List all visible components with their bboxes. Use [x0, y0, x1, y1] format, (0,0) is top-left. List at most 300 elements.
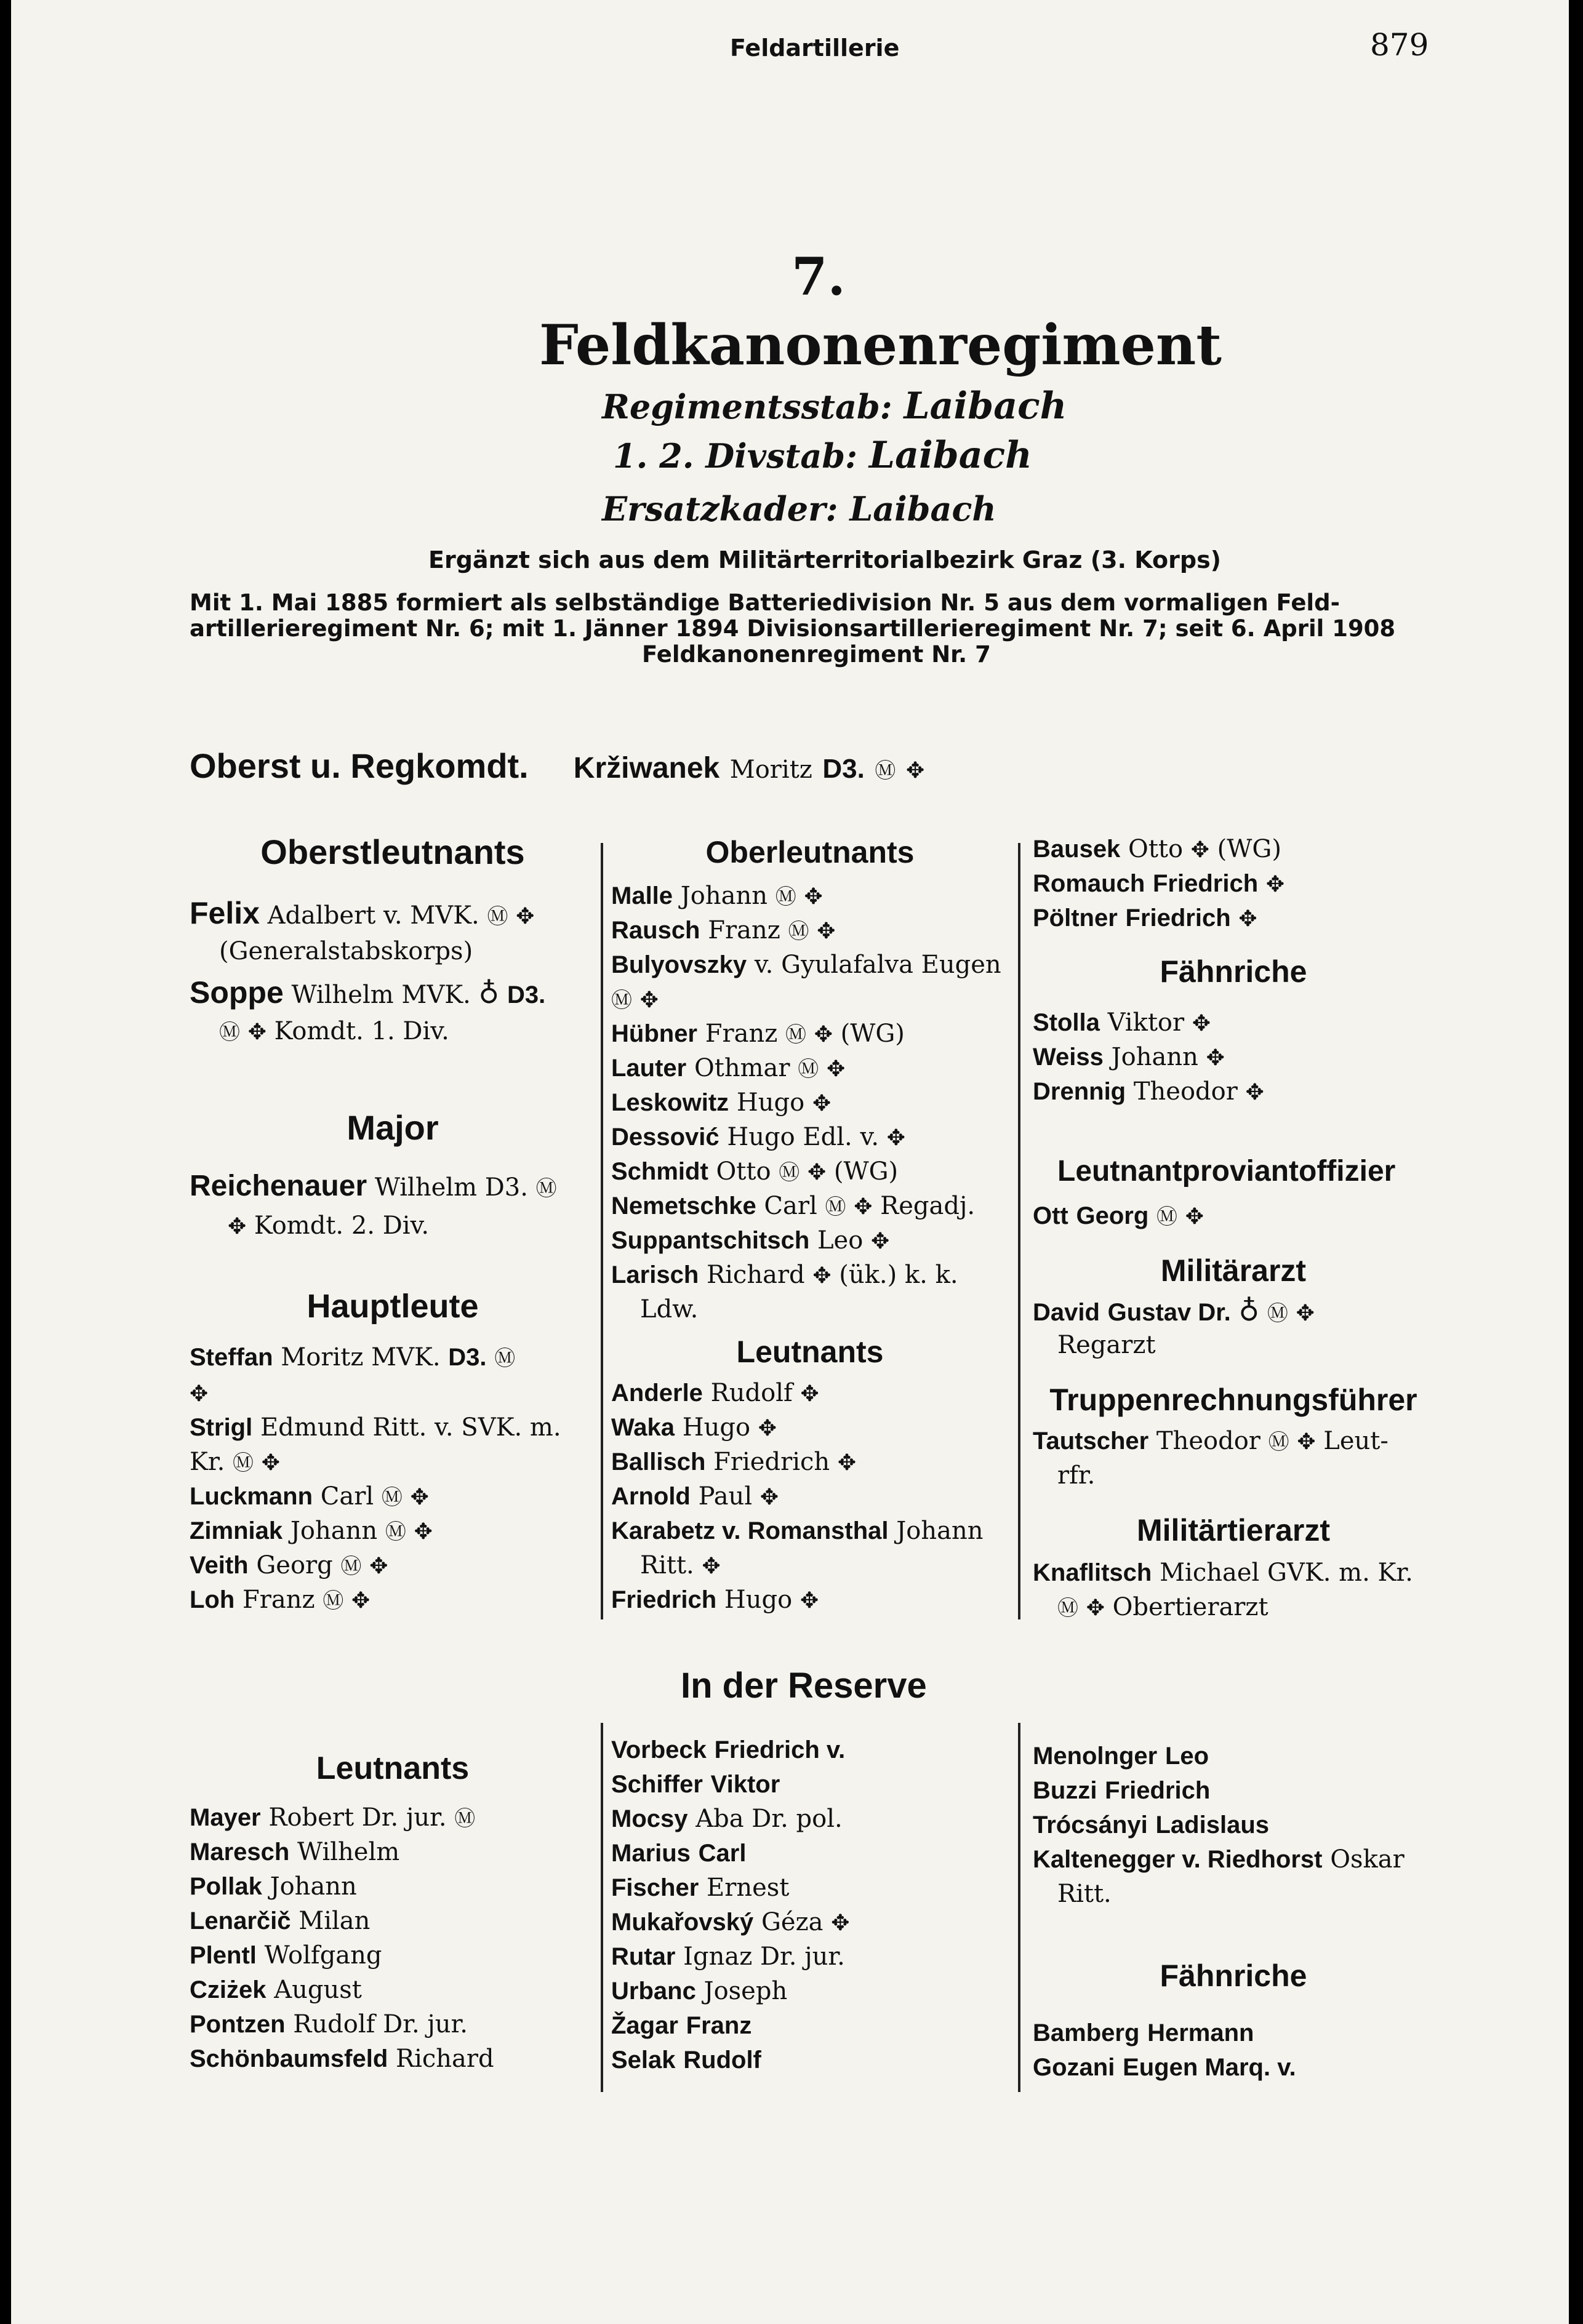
entry-surname: Luckmann: [190, 1483, 313, 1510]
cross-icon: ✥: [639, 988, 659, 1013]
entry-soppe: [190, 975, 545, 1012]
entry-rest: Wilhelm: [297, 1838, 400, 1866]
cross-icon: ✥: [826, 1056, 846, 1082]
reserve-entry-4: [190, 1904, 370, 1938]
reserve-divider-2: [1018, 1723, 1020, 2092]
heading-oberleutnants: Oberleutnants: [705, 835, 915, 869]
merit-icon: Ⓜ: [785, 1023, 806, 1047]
entry-surname: Kaltenegger v. Riedhorst: [1033, 1846, 1323, 1873]
entry-surname: Bulyovszky: [611, 951, 747, 978]
running-title: Feldartillerie: [730, 34, 900, 62]
reserve-entry-7: [190, 2007, 468, 2042]
entry-surname: Maresch: [190, 1839, 290, 1866]
heading-oberstleutnants: Oberstleutnants: [260, 833, 525, 871]
column-divider-2: [1018, 843, 1020, 1619]
cross-icon: ✥: [190, 1381, 209, 1407]
entry-rest: Otto: [1128, 835, 1184, 863]
entry-rest: Rudolf: [683, 2046, 761, 2074]
reserve-entry-18: [611, 2043, 761, 2077]
reserve-entry-13: [611, 1871, 789, 1905]
reserve-entry-16: [611, 1974, 787, 2008]
entry-rest: Rudolf: [710, 1379, 793, 1407]
entry-extra: (WG): [1217, 835, 1281, 863]
entry-rest: Wilhelm D3.: [374, 1173, 528, 1202]
cross-icon: ✥: [1265, 872, 1285, 897]
entry-rest: Friedrich: [1152, 870, 1259, 897]
entry-note: Obertierarzt: [1112, 1593, 1268, 1621]
history-line-1: Mit 1. Mai 1885 formiert als selbständige Batteriedivision Nr. 5 aus dem vormaligen Feld-: [190, 589, 1340, 616]
entry-rest: Aba Dr. pol.: [695, 1805, 843, 1833]
heading-hauptleute: Hauptleute: [307, 1288, 479, 1325]
entry-surname: Anderle: [611, 1380, 703, 1407]
heading-proviantoffizier: Leutnantproviantoffizier: [1057, 1155, 1396, 1188]
entry-rest: Rudolf Dr. jur.: [293, 2010, 468, 2038]
entry-rest: Paul: [698, 1482, 753, 1511]
entry-stolla: [1033, 1005, 1211, 1041]
entry-surname: Pöltner: [1033, 904, 1118, 932]
entry-surname: Mayer: [190, 1804, 261, 1831]
commander-extra: D3.: [822, 754, 865, 784]
paper-scan: [11, 0, 1569, 2324]
entry-surname: Ballisch: [611, 1448, 706, 1475]
cross-icon: ✥: [837, 1450, 857, 1475]
heading-major: Major: [347, 1108, 439, 1147]
cross-icon: ✥: [758, 1416, 777, 1441]
order-icon: ♁: [478, 976, 500, 1010]
entry-weiss: [1033, 1040, 1225, 1076]
entry-nemetschke: [611, 1189, 975, 1224]
reserve-entry-23: [1033, 2016, 1254, 2050]
entry-surname: Trócsányi: [1033, 1811, 1148, 1839]
entry-rest: Joseph: [703, 1977, 788, 2005]
entry-rest: Hugo: [724, 1586, 793, 1614]
entry-surname: Stolla: [1033, 1009, 1100, 1036]
merit-icon: Ⓜ: [825, 1195, 846, 1220]
entry-surname: Knaflitsch: [1033, 1559, 1152, 1586]
heading-rechnungsfuhrer: Truppenrechnungsführer: [1049, 1383, 1417, 1417]
entry-surname: Drennig: [1033, 1078, 1126, 1105]
entry-rest: Franz: [708, 916, 780, 944]
entry-note: Kr.: [190, 1448, 225, 1476]
entry-felix: [190, 896, 534, 934]
entry-surname: Karabetz v. Romansthal: [611, 1517, 889, 1544]
entry-rest: Ernest: [707, 1874, 790, 1902]
entry-surname: Žagar: [611, 2012, 678, 2039]
merit-icon: Ⓜ: [775, 885, 796, 909]
entry-rest: Gustav Dr.: [1107, 1299, 1231, 1326]
cross-icon: ✥: [807, 1160, 827, 1185]
cross-icon: ✥: [800, 1588, 819, 1613]
merit-icon: Ⓜ: [779, 1160, 800, 1185]
entry-david-line2: Regarzt: [1057, 1331, 1156, 1359]
cross-icon: ✥: [814, 1022, 833, 1047]
entry-surname: David: [1033, 1299, 1100, 1326]
history-line-3: Feldkanonenregiment Nr. 7: [642, 641, 991, 668]
entry-karabetz: [611, 1514, 983, 1548]
entry-bulyovszky: [611, 948, 1001, 982]
commander-first: Moritz: [729, 756, 812, 784]
entry-rest: Friedrich: [1125, 904, 1231, 932]
entry-extra: (WG): [833, 1157, 899, 1186]
entry-surname: Suppantschitsch: [611, 1227, 810, 1254]
entry-surname: Felix: [190, 896, 260, 930]
merit-icon: Ⓜ: [1267, 1301, 1288, 1326]
entry-extra: D3.: [448, 1344, 487, 1371]
ersatzkader-place: Laibach: [849, 489, 996, 529]
cross-icon: ✥: [1192, 1011, 1211, 1036]
entry-larisch-line2: Ldw.: [640, 1295, 699, 1324]
cross-icon: ✥: [1190, 837, 1209, 863]
entry-surname: Mocsy: [611, 1805, 688, 1832]
reserve-divider-1: [601, 1723, 603, 2092]
entry-rest: Otto: [716, 1157, 771, 1186]
order-icon: ♁: [1238, 1294, 1260, 1327]
entry-surname: Bausek: [1033, 836, 1121, 863]
entry-rest: Viktor: [1107, 1008, 1185, 1037]
entry-extra: (WG): [840, 1020, 905, 1048]
entry-surname: Schönbaumsfeld: [190, 2045, 388, 2072]
entry-strigl-line2: [190, 1445, 280, 1480]
entry-knaflitsch: [1033, 1555, 1413, 1590]
reserve-entry-15: [611, 1939, 845, 1974]
entry-surname: Tautscher: [1033, 1428, 1149, 1455]
cross-icon: ✥: [1296, 1301, 1315, 1326]
reserve-entry-1: [190, 1800, 475, 1836]
entry-rest: Johann: [1111, 1043, 1198, 1071]
cross-icon: ✥: [871, 1229, 890, 1254]
entry-tautscher-line2: rfr.: [1057, 1461, 1096, 1490]
cross-icon: ✥: [812, 1263, 832, 1288]
cross-icon: ✥: [1206, 1045, 1225, 1071]
divstab-label: 1. 2. Divstab:: [613, 436, 858, 476]
entry-surname: Steffan: [190, 1344, 273, 1371]
merit-icon: Ⓜ: [1156, 1205, 1177, 1229]
page-number: 879: [1370, 27, 1429, 63]
entry-note: Komdt. 2. Div.: [254, 1212, 430, 1240]
cross-icon: ✥: [854, 1194, 873, 1220]
entry-lauter: [611, 1051, 845, 1087]
entry-surname: Friedrich: [611, 1586, 717, 1613]
regimentsstab-line: [602, 385, 1067, 428]
entry-rest: Robert Dr. jur.: [268, 1803, 447, 1832]
entry-surname: Pollak: [190, 1873, 262, 1900]
entry-surname: Arnold: [611, 1483, 691, 1510]
heading-leutnants: Leutnants: [736, 1335, 884, 1369]
cross-icon: ✥: [831, 1911, 850, 1936]
reserve-entry-5: [190, 1938, 382, 1973]
merit-icon: Ⓜ: [611, 988, 632, 1013]
entry-surname: Reichenauer: [190, 1170, 367, 1202]
merit-icon: Ⓜ: [487, 904, 508, 929]
entry-surname: Weiss: [1033, 1044, 1104, 1071]
merit-icon: Ⓜ: [1057, 1596, 1078, 1621]
reserve-entry-21: [1033, 1808, 1269, 1842]
heading-reserve: In der Reserve: [681, 1666, 927, 1706]
entry-rest: Viktor: [710, 1771, 780, 1798]
entry-rest: Franz: [705, 1020, 778, 1048]
entry-rest: Hugo: [736, 1088, 805, 1117]
entry-rest: Johann: [680, 882, 768, 910]
cross-icon: ✥: [905, 758, 925, 783]
entry-rest: Friedrich v.: [714, 1736, 846, 1763]
entry-surname: Lenarčič: [190, 1907, 291, 1935]
entry-surname: Rausch: [611, 917, 700, 944]
merit-icon: Ⓜ: [454, 1807, 476, 1831]
cross-icon: ✥: [410, 1485, 429, 1510]
entry-rest: Milan: [299, 1907, 371, 1935]
entry-rest: Franz: [242, 1586, 315, 1614]
entry-malle: [611, 879, 823, 914]
cross-icon: ✥: [1245, 1080, 1264, 1105]
cross-icon: ✥: [516, 904, 535, 929]
entry-karabetz-line2: [640, 1548, 721, 1584]
entry-note: Komdt. 1. Div.: [274, 1017, 449, 1045]
regiment-number: 7.: [792, 246, 846, 307]
reserve-entry-2: [190, 1835, 399, 1869]
entry-rest: Johann: [270, 1872, 357, 1901]
entry-rest: Wilhelm MVK.: [291, 981, 471, 1009]
entry-surname: Strigl: [190, 1414, 253, 1441]
entry-bulyovszky-line2: [611, 982, 659, 1018]
entry-surname: Larisch: [611, 1261, 699, 1288]
entry-rest: Moritz MVK.: [281, 1343, 441, 1372]
entry-rest: Franz: [686, 2012, 752, 2039]
entry-luckmann: [190, 1479, 429, 1515]
heading-reserve-leutnants: Leutnants: [316, 1751, 470, 1786]
entry-felix-line2: (Generalstabskorps): [219, 937, 473, 965]
cross-icon: ✥: [369, 1554, 388, 1579]
reserve-entry-17: [611, 2008, 751, 2043]
entry-surname: Ott: [1033, 1202, 1068, 1229]
entry-rest: Ladislaus: [1155, 1811, 1269, 1839]
reserve-entry-10: [611, 1767, 780, 1802]
reserve-entry-24: [1033, 2050, 1296, 2085]
entry-strigl: [190, 1410, 561, 1445]
erganzt-line: Ergänzt sich aus dem Militärterritorialbezirk Graz (3. Korps): [428, 546, 1222, 573]
entry-surname: Urbanc: [611, 1978, 696, 2005]
entry-rest: Carl: [764, 1192, 817, 1220]
entry-extra: Leut-: [1323, 1427, 1389, 1455]
entry-surname: Soppe: [190, 975, 284, 1010]
entry-david: [1033, 1293, 1315, 1331]
entry-steffan-line2: [190, 1376, 208, 1412]
merit-icon: Ⓜ: [323, 1589, 344, 1613]
entry-surname: Selak: [611, 2046, 676, 2074]
reserve-entry-22: [1033, 1842, 1405, 1877]
ersatzkader-line: [602, 489, 996, 529]
cross-icon: ✥: [702, 1554, 721, 1579]
entry-surname: Fischer: [611, 1874, 699, 1901]
entry-loh: [190, 1583, 370, 1618]
merit-icon: Ⓜ: [798, 1057, 819, 1082]
reserve-entry-14: [611, 1905, 849, 1941]
entry-veith: [190, 1548, 388, 1584]
entry-surname: Menolnger: [1033, 1743, 1158, 1770]
cross-icon: ✥: [886, 1125, 905, 1151]
entry-rest: Carl: [320, 1482, 374, 1511]
entry-suppantschitsch: [611, 1223, 889, 1259]
merit-icon: Ⓜ: [340, 1554, 362, 1579]
cross-icon: ✥: [759, 1485, 779, 1510]
entry-hubner: [611, 1016, 905, 1052]
merit-icon: Ⓜ: [788, 919, 809, 944]
entry-surname: Schmidt: [611, 1158, 708, 1185]
entry-surname: Gozani: [1033, 2054, 1115, 2081]
entry-ott: [1033, 1199, 1204, 1234]
entry-surname: Schiffer: [611, 1771, 703, 1798]
entry-rest: Eugen Marq. v.: [1123, 2054, 1296, 2081]
reserve-entry-8: [190, 2042, 494, 2076]
regimentsstab-label: Regimentsstab:: [602, 387, 892, 426]
entry-surname: Romauch: [1033, 870, 1145, 897]
ersatzkader-label: Ersatzkader:: [602, 489, 838, 529]
entry-surname: Leskowitz: [611, 1089, 729, 1116]
entry-bausek: [1033, 832, 1281, 868]
entry-extra: Regadj.: [880, 1192, 976, 1220]
reserve-entry-9: [611, 1733, 845, 1767]
entry-surname: Loh: [190, 1586, 235, 1613]
cross-icon: ✥: [800, 1381, 819, 1407]
cross-icon: ✥: [1297, 1429, 1316, 1455]
entry-rest: August: [274, 1976, 362, 2004]
entry-rest: Leo: [1164, 1743, 1209, 1770]
cross-icon: ✥: [804, 884, 823, 909]
entry-ballisch: [611, 1445, 856, 1480]
entry-steffan: [190, 1340, 515, 1376]
regiment-title: Feldkanonenregiment: [539, 313, 1222, 378]
cross-icon: ✥: [1185, 1204, 1204, 1229]
entry-soppe-line2: [219, 1014, 449, 1050]
entry-rest: Othmar: [694, 1054, 790, 1082]
entry-arnold: [611, 1479, 779, 1515]
entry-rest: Adalbert v. MVK.: [267, 901, 479, 930]
entry-rest: Leo: [817, 1226, 864, 1255]
cross-icon: ✥: [351, 1588, 371, 1613]
entry-surname: Bamberg: [1033, 2019, 1140, 2046]
cross-icon: ✥: [228, 1214, 247, 1239]
entry-rest: v. Gyulafalva Eugen: [754, 951, 1001, 979]
entry-surname: Malle: [611, 882, 673, 909]
commander-line: [190, 745, 924, 793]
entry-rest: Georg: [1076, 1202, 1149, 1229]
entry-surname: Buzzi: [1033, 1777, 1097, 1804]
entry-rest: Friedrich: [1105, 1777, 1211, 1804]
regimentsstab-place: Laibach: [904, 385, 1067, 428]
entry-zimniak: [190, 1514, 433, 1549]
entry-rest: Richard: [395, 2045, 494, 2073]
entry-anderle: [611, 1376, 819, 1412]
merit-icon: Ⓜ: [219, 1020, 240, 1045]
entry-rest: Richard: [707, 1261, 805, 1289]
entry-knaflitsch-line2: [1057, 1590, 1268, 1626]
entry-rest: Theodor: [1133, 1077, 1238, 1106]
entry-rest: Hugo: [682, 1413, 751, 1442]
reserve-entry-3: [190, 1869, 357, 1904]
entry-drennig: [1033, 1074, 1264, 1110]
entry-extra: (ük.) k. k.: [839, 1261, 958, 1289]
entry-surname: Lauter: [611, 1055, 687, 1082]
merit-icon: Ⓜ: [494, 1346, 516, 1371]
entry-rausch: [611, 913, 835, 949]
entry-surname: Rutar: [611, 1943, 676, 1970]
entry-rest: Géza: [761, 1908, 824, 1936]
entry-rest: Carl: [698, 1840, 747, 1867]
entry-surname: Vorbeck: [611, 1736, 707, 1763]
entry-rest: Wolfgang: [264, 1941, 382, 1970]
commander-rank: Oberst u. Regkomdt.: [190, 746, 529, 785]
entry-rest: Ignaz Dr. jur.: [683, 1943, 845, 1971]
entry-rest: Oskar: [1330, 1845, 1405, 1874]
entry-extra: D3.: [507, 981, 546, 1008]
commander-surname: Kržiwanek: [573, 752, 720, 785]
cross-icon: ✥: [1238, 906, 1257, 932]
merit-icon: Ⓜ: [535, 1176, 557, 1201]
entry-surname: Cziżek: [190, 1976, 267, 2003]
entry-friedrich: [611, 1583, 819, 1618]
entry-surname: Dessović: [611, 1124, 719, 1151]
merit-icon: Ⓜ: [875, 759, 896, 783]
cross-icon: ✥: [261, 1450, 280, 1475]
entry-surname: Veith: [190, 1552, 249, 1579]
entry-rest: Johann: [290, 1517, 378, 1545]
entry-surname: Zimniak: [190, 1517, 283, 1544]
reserve-entry-6: [190, 1973, 362, 2007]
entry-surname: Hübner: [611, 1020, 697, 1047]
divstab-place: Laibach: [868, 434, 1032, 477]
merit-icon: Ⓜ: [385, 1520, 406, 1544]
entry-rest: Hugo Edl. v.: [727, 1123, 880, 1151]
cross-icon: ✥: [812, 1091, 832, 1116]
reserve-entry-12: [611, 1836, 746, 1871]
heading-militararzt: Militärarzt: [1160, 1253, 1307, 1288]
entry-surname: Mukařovský: [611, 1909, 754, 1936]
entry-rest: Michael GVK. m. Kr.: [1160, 1559, 1413, 1587]
reserve-entry-20: [1033, 1773, 1210, 1808]
cross-icon: ✥: [247, 1020, 267, 1045]
entry-rest: Edmund Ritt. v. SVK. m.: [260, 1413, 561, 1442]
cross-icon: ✥: [414, 1519, 433, 1544]
cross-icon: ✥: [1086, 1595, 1105, 1621]
entry-poltner: [1033, 901, 1257, 936]
merit-icon: Ⓜ: [381, 1485, 403, 1510]
entry-rest: Hermann: [1147, 2019, 1254, 2046]
entry-schmidt: [611, 1154, 898, 1190]
history-line-2: artillerieregiment Nr. 6; mit 1. Jänner 1894 Divisionsartillerieregiment Nr. 7; seit 6. April 1908: [190, 615, 1396, 642]
reserve-entry-22-line2: Ritt.: [1057, 1880, 1112, 1908]
entry-rest: Friedrich: [713, 1448, 830, 1476]
column-divider-1: [601, 843, 603, 1619]
heading-reserve-fahnriche: Fähnriche: [1160, 1959, 1307, 1993]
entry-surname: Marius: [611, 1840, 691, 1867]
entry-reichenauer-line2: [228, 1208, 429, 1244]
entry-surname: Nemetschke: [611, 1192, 756, 1220]
reserve-entry-11: [611, 1802, 843, 1836]
heading-fahnriche: Fähnriche: [1160, 954, 1307, 989]
divstab-line: [613, 434, 1032, 477]
entry-larisch: [611, 1258, 958, 1293]
entry-reichenauer: [190, 1169, 557, 1206]
entry-dessovic: [611, 1120, 905, 1156]
merit-icon: Ⓜ: [233, 1451, 254, 1475]
entry-note: Ritt.: [640, 1551, 694, 1579]
entry-rest: Johann: [896, 1517, 984, 1545]
heading-tierarzt: Militärtierarzt: [1137, 1513, 1330, 1547]
entry-surname: Waka: [611, 1414, 675, 1441]
entry-leskowitz: [611, 1085, 831, 1121]
entry-romauch: [1033, 866, 1284, 902]
merit-icon: Ⓜ: [1268, 1430, 1289, 1455]
entry-rest: Theodor: [1156, 1427, 1260, 1455]
